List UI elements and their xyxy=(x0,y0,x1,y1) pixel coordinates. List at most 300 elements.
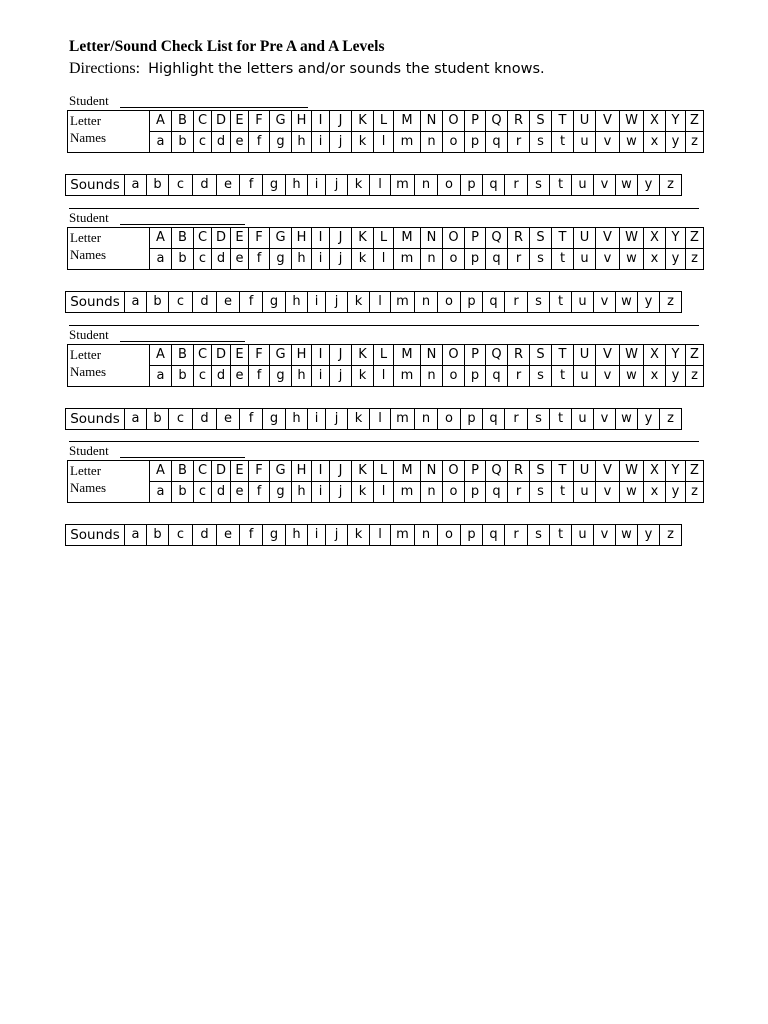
sound-cell[interactable]: s xyxy=(528,292,550,313)
sound-cell[interactable]: i xyxy=(308,292,326,313)
uppercase-letter-cell[interactable]: M xyxy=(394,111,421,132)
uppercase-letter-cell[interactable]: L xyxy=(374,228,394,249)
sound-cell[interactable]: v xyxy=(594,525,616,546)
sound-cell[interactable]: a xyxy=(125,175,147,196)
lowercase-letter-cell[interactable]: n xyxy=(421,366,443,387)
uppercase-letter-cell[interactable]: E xyxy=(231,228,249,249)
lowercase-letter-cell[interactable]: v xyxy=(596,249,620,270)
sound-cell[interactable]: u xyxy=(572,525,594,546)
uppercase-letter-cell[interactable]: F xyxy=(249,111,270,132)
lowercase-letter-cell[interactable]: f xyxy=(249,132,270,153)
sound-cell[interactable]: n xyxy=(415,175,438,196)
sound-cell[interactable]: l xyxy=(370,409,391,430)
sound-cell[interactable]: g xyxy=(263,292,286,313)
lowercase-letter-cell[interactable]: w xyxy=(620,482,644,503)
uppercase-letter-cell[interactable]: R xyxy=(508,345,530,366)
lowercase-letter-cell[interactable]: i xyxy=(312,482,330,503)
uppercase-letter-cell[interactable]: D xyxy=(212,111,231,132)
lowercase-letter-cell[interactable]: u xyxy=(574,482,596,503)
uppercase-letter-cell[interactable]: S xyxy=(530,228,552,249)
lowercase-letter-cell[interactable]: c xyxy=(194,366,212,387)
lowercase-letter-cell[interactable]: t xyxy=(552,366,574,387)
uppercase-letter-cell[interactable]: Q xyxy=(486,461,508,482)
sound-cell[interactable]: m xyxy=(391,292,415,313)
sound-cell[interactable]: v xyxy=(594,292,616,313)
sound-cell[interactable]: o xyxy=(438,292,461,313)
uppercase-letter-cell[interactable]: C xyxy=(194,111,212,132)
lowercase-letter-cell[interactable]: p xyxy=(465,249,486,270)
uppercase-letter-cell[interactable]: M xyxy=(394,345,421,366)
sound-cell[interactable]: y xyxy=(638,175,660,196)
sound-cell[interactable]: j xyxy=(326,525,348,546)
sound-cell[interactable]: m xyxy=(391,525,415,546)
lowercase-letter-cell[interactable]: l xyxy=(374,132,394,153)
sound-cell[interactable]: f xyxy=(240,409,263,430)
sound-cell[interactable]: a xyxy=(125,525,147,546)
uppercase-letter-cell[interactable]: T xyxy=(552,461,574,482)
lowercase-letter-cell[interactable]: p xyxy=(465,482,486,503)
uppercase-letter-cell[interactable]: H xyxy=(292,345,312,366)
sound-cell[interactable]: d xyxy=(193,525,217,546)
lowercase-letter-cell[interactable]: s xyxy=(530,249,552,270)
lowercase-letter-cell[interactable]: f xyxy=(249,482,270,503)
uppercase-letter-cell[interactable]: D xyxy=(212,228,231,249)
sound-cell[interactable]: o xyxy=(438,409,461,430)
uppercase-letter-cell[interactable]: J xyxy=(330,228,352,249)
sound-cell[interactable]: v xyxy=(594,409,616,430)
uppercase-letter-cell[interactable]: C xyxy=(194,461,212,482)
lowercase-letter-cell[interactable]: v xyxy=(596,132,620,153)
lowercase-letter-cell[interactable]: q xyxy=(486,132,508,153)
lowercase-letter-cell[interactable]: y xyxy=(666,249,686,270)
lowercase-letter-cell[interactable]: k xyxy=(352,249,374,270)
lowercase-letter-cell[interactable]: m xyxy=(394,366,421,387)
lowercase-letter-cell[interactable]: d xyxy=(212,366,231,387)
sound-cell[interactable]: c xyxy=(169,292,193,313)
lowercase-letter-cell[interactable]: d xyxy=(212,249,231,270)
sound-cell[interactable]: p xyxy=(461,175,483,196)
sound-cell[interactable]: g xyxy=(263,409,286,430)
sound-cell[interactable]: q xyxy=(483,525,505,546)
uppercase-letter-cell[interactable]: I xyxy=(312,345,330,366)
sound-cell[interactable]: r xyxy=(505,409,528,430)
sound-cell[interactable]: k xyxy=(348,409,370,430)
lowercase-letter-cell[interactable]: h xyxy=(292,249,312,270)
uppercase-letter-cell[interactable]: M xyxy=(394,228,421,249)
lowercase-letter-cell[interactable]: t xyxy=(552,482,574,503)
lowercase-letter-cell[interactable]: b xyxy=(172,482,194,503)
uppercase-letter-cell[interactable]: Q xyxy=(486,345,508,366)
sound-cell[interactable]: o xyxy=(438,525,461,546)
sound-cell[interactable]: s xyxy=(528,409,550,430)
uppercase-letter-cell[interactable]: K xyxy=(352,345,374,366)
sound-cell[interactable]: c xyxy=(169,409,193,430)
uppercase-letter-cell[interactable]: U xyxy=(574,228,596,249)
lowercase-letter-cell[interactable]: j xyxy=(330,132,352,153)
uppercase-letter-cell[interactable]: O xyxy=(443,461,465,482)
uppercase-letter-cell[interactable]: H xyxy=(292,461,312,482)
uppercase-letter-cell[interactable]: Y xyxy=(666,345,686,366)
sound-cell[interactable]: s xyxy=(528,525,550,546)
sound-cell[interactable]: l xyxy=(370,525,391,546)
lowercase-letter-cell[interactable]: y xyxy=(666,132,686,153)
sound-cell[interactable]: j xyxy=(326,292,348,313)
uppercase-letter-cell[interactable]: S xyxy=(530,461,552,482)
sound-cell[interactable]: a xyxy=(125,292,147,313)
sound-cell[interactable]: h xyxy=(286,175,308,196)
sound-cell[interactable]: e xyxy=(217,525,240,546)
uppercase-letter-cell[interactable]: N xyxy=(421,461,443,482)
sound-cell[interactable]: b xyxy=(147,292,169,313)
lowercase-letter-cell[interactable]: y xyxy=(666,366,686,387)
lowercase-letter-cell[interactable]: r xyxy=(508,482,530,503)
lowercase-letter-cell[interactable]: x xyxy=(644,132,666,153)
uppercase-letter-cell[interactable]: V xyxy=(596,111,620,132)
sound-cell[interactable]: q xyxy=(483,409,505,430)
lowercase-letter-cell[interactable]: b xyxy=(172,132,194,153)
sound-cell[interactable]: k xyxy=(348,525,370,546)
lowercase-letter-cell[interactable]: z xyxy=(686,366,704,387)
sound-cell[interactable]: f xyxy=(240,292,263,313)
lowercase-letter-cell[interactable]: x xyxy=(644,249,666,270)
lowercase-letter-cell[interactable]: g xyxy=(270,132,292,153)
lowercase-letter-cell[interactable]: l xyxy=(374,482,394,503)
uppercase-letter-cell[interactable]: X xyxy=(644,461,666,482)
lowercase-letter-cell[interactable]: k xyxy=(352,132,374,153)
sound-cell[interactable]: o xyxy=(438,175,461,196)
lowercase-letter-cell[interactable]: e xyxy=(231,482,249,503)
lowercase-letter-cell[interactable]: b xyxy=(172,249,194,270)
uppercase-letter-cell[interactable]: L xyxy=(374,345,394,366)
uppercase-letter-cell[interactable]: Z xyxy=(686,461,704,482)
sound-cell[interactable]: v xyxy=(594,175,616,196)
sound-cell[interactable]: m xyxy=(391,175,415,196)
uppercase-letter-cell[interactable]: Y xyxy=(666,461,686,482)
lowercase-letter-cell[interactable]: r xyxy=(508,366,530,387)
lowercase-letter-cell[interactable]: z xyxy=(686,249,704,270)
lowercase-letter-cell[interactable]: k xyxy=(352,482,374,503)
uppercase-letter-cell[interactable]: R xyxy=(508,111,530,132)
sound-cell[interactable]: k xyxy=(348,292,370,313)
sound-cell[interactable]: s xyxy=(528,175,550,196)
sound-cell[interactable]: l xyxy=(370,292,391,313)
sound-cell[interactable]: w xyxy=(616,292,638,313)
sound-cell[interactable]: b xyxy=(147,525,169,546)
sound-cell[interactable]: c xyxy=(169,525,193,546)
uppercase-letter-cell[interactable]: K xyxy=(352,461,374,482)
sound-cell[interactable]: p xyxy=(461,525,483,546)
sound-cell[interactable]: z xyxy=(660,292,682,313)
sound-cell[interactable]: h xyxy=(286,292,308,313)
lowercase-letter-cell[interactable]: c xyxy=(194,132,212,153)
uppercase-letter-cell[interactable]: X xyxy=(644,345,666,366)
lowercase-letter-cell[interactable]: v xyxy=(596,482,620,503)
uppercase-letter-cell[interactable]: U xyxy=(574,461,596,482)
sound-cell[interactable]: d xyxy=(193,292,217,313)
sound-cell[interactable]: g xyxy=(263,175,286,196)
lowercase-letter-cell[interactable]: z xyxy=(686,482,704,503)
lowercase-letter-cell[interactable]: t xyxy=(552,132,574,153)
uppercase-letter-cell[interactable]: J xyxy=(330,345,352,366)
lowercase-letter-cell[interactable]: w xyxy=(620,249,644,270)
lowercase-letter-cell[interactable]: i xyxy=(312,249,330,270)
sound-cell[interactable]: i xyxy=(308,175,326,196)
uppercase-letter-cell[interactable]: X xyxy=(644,111,666,132)
uppercase-letter-cell[interactable]: A xyxy=(150,461,172,482)
uppercase-letter-cell[interactable]: V xyxy=(596,345,620,366)
lowercase-letter-cell[interactable]: m xyxy=(394,132,421,153)
uppercase-letter-cell[interactable]: M xyxy=(394,461,421,482)
uppercase-letter-cell[interactable]: G xyxy=(270,461,292,482)
student-name-field[interactable] xyxy=(120,224,245,225)
lowercase-letter-cell[interactable]: s xyxy=(530,366,552,387)
sound-cell[interactable]: z xyxy=(660,409,682,430)
lowercase-letter-cell[interactable]: e xyxy=(231,366,249,387)
uppercase-letter-cell[interactable]: T xyxy=(552,228,574,249)
sound-cell[interactable]: e xyxy=(217,175,240,196)
uppercase-letter-cell[interactable]: J xyxy=(330,461,352,482)
sound-cell[interactable]: l xyxy=(370,175,391,196)
sound-cell[interactable]: t xyxy=(550,175,572,196)
uppercase-letter-cell[interactable]: H xyxy=(292,228,312,249)
sound-cell[interactable]: z xyxy=(660,525,682,546)
lowercase-letter-cell[interactable]: q xyxy=(486,249,508,270)
lowercase-letter-cell[interactable]: y xyxy=(666,482,686,503)
uppercase-letter-cell[interactable]: C xyxy=(194,228,212,249)
uppercase-letter-cell[interactable]: U xyxy=(574,111,596,132)
lowercase-letter-cell[interactable]: v xyxy=(596,366,620,387)
lowercase-letter-cell[interactable]: x xyxy=(644,366,666,387)
student-name-field[interactable] xyxy=(120,107,308,108)
sound-cell[interactable]: j xyxy=(326,175,348,196)
sound-cell[interactable]: a xyxy=(125,409,147,430)
uppercase-letter-cell[interactable]: G xyxy=(270,228,292,249)
lowercase-letter-cell[interactable]: e xyxy=(231,132,249,153)
uppercase-letter-cell[interactable]: P xyxy=(465,461,486,482)
lowercase-letter-cell[interactable]: i xyxy=(312,366,330,387)
uppercase-letter-cell[interactable]: P xyxy=(465,228,486,249)
lowercase-letter-cell[interactable]: l xyxy=(374,366,394,387)
lowercase-letter-cell[interactable]: w xyxy=(620,366,644,387)
sound-cell[interactable]: b xyxy=(147,409,169,430)
uppercase-letter-cell[interactable]: V xyxy=(596,461,620,482)
sound-cell[interactable]: u xyxy=(572,175,594,196)
sound-cell[interactable]: u xyxy=(572,292,594,313)
uppercase-letter-cell[interactable]: N xyxy=(421,345,443,366)
lowercase-letter-cell[interactable]: h xyxy=(292,366,312,387)
lowercase-letter-cell[interactable]: c xyxy=(194,249,212,270)
sound-cell[interactable]: w xyxy=(616,409,638,430)
uppercase-letter-cell[interactable]: B xyxy=(172,111,194,132)
lowercase-letter-cell[interactable]: a xyxy=(150,482,172,503)
lowercase-letter-cell[interactable]: x xyxy=(644,482,666,503)
lowercase-letter-cell[interactable]: a xyxy=(150,249,172,270)
sound-cell[interactable]: y xyxy=(638,292,660,313)
uppercase-letter-cell[interactable]: C xyxy=(194,345,212,366)
lowercase-letter-cell[interactable]: p xyxy=(465,366,486,387)
sound-cell[interactable]: i xyxy=(308,525,326,546)
lowercase-letter-cell[interactable]: c xyxy=(194,482,212,503)
uppercase-letter-cell[interactable]: G xyxy=(270,111,292,132)
lowercase-letter-cell[interactable]: s xyxy=(530,132,552,153)
lowercase-letter-cell[interactable]: t xyxy=(552,249,574,270)
uppercase-letter-cell[interactable]: B xyxy=(172,345,194,366)
lowercase-letter-cell[interactable]: q xyxy=(486,366,508,387)
lowercase-letter-cell[interactable]: q xyxy=(486,482,508,503)
uppercase-letter-cell[interactable]: K xyxy=(352,228,374,249)
sound-cell[interactable]: w xyxy=(616,525,638,546)
uppercase-letter-cell[interactable]: P xyxy=(465,345,486,366)
lowercase-letter-cell[interactable]: g xyxy=(270,249,292,270)
sound-cell[interactable]: w xyxy=(616,175,638,196)
uppercase-letter-cell[interactable]: Q xyxy=(486,228,508,249)
sound-cell[interactable]: f xyxy=(240,175,263,196)
uppercase-letter-cell[interactable]: O xyxy=(443,111,465,132)
lowercase-letter-cell[interactable]: r xyxy=(508,132,530,153)
lowercase-letter-cell[interactable]: m xyxy=(394,482,421,503)
uppercase-letter-cell[interactable]: Z xyxy=(686,345,704,366)
uppercase-letter-cell[interactable]: Q xyxy=(486,111,508,132)
uppercase-letter-cell[interactable]: R xyxy=(508,461,530,482)
sound-cell[interactable]: c xyxy=(169,175,193,196)
uppercase-letter-cell[interactable]: N xyxy=(421,228,443,249)
uppercase-letter-cell[interactable]: W xyxy=(620,461,644,482)
lowercase-letter-cell[interactable]: o xyxy=(443,249,465,270)
lowercase-letter-cell[interactable]: g xyxy=(270,482,292,503)
uppercase-letter-cell[interactable]: S xyxy=(530,345,552,366)
lowercase-letter-cell[interactable]: p xyxy=(465,132,486,153)
uppercase-letter-cell[interactable]: Y xyxy=(666,228,686,249)
uppercase-letter-cell[interactable]: W xyxy=(620,345,644,366)
uppercase-letter-cell[interactable]: A xyxy=(150,111,172,132)
sound-cell[interactable]: r xyxy=(505,175,528,196)
sound-cell[interactable]: d xyxy=(193,175,217,196)
lowercase-letter-cell[interactable]: b xyxy=(172,366,194,387)
sound-cell[interactable]: g xyxy=(263,525,286,546)
sound-cell[interactable]: u xyxy=(572,409,594,430)
uppercase-letter-cell[interactable]: D xyxy=(212,345,231,366)
lowercase-letter-cell[interactable]: h xyxy=(292,482,312,503)
sound-cell[interactable]: p xyxy=(461,409,483,430)
sound-cell[interactable]: d xyxy=(193,409,217,430)
lowercase-letter-cell[interactable]: a xyxy=(150,366,172,387)
uppercase-letter-cell[interactable]: R xyxy=(508,228,530,249)
sound-cell[interactable]: p xyxy=(461,292,483,313)
lowercase-letter-cell[interactable]: k xyxy=(352,366,374,387)
sound-cell[interactable]: n xyxy=(415,525,438,546)
sound-cell[interactable]: n xyxy=(415,292,438,313)
sound-cell[interactable]: h xyxy=(286,525,308,546)
lowercase-letter-cell[interactable]: e xyxy=(231,249,249,270)
uppercase-letter-cell[interactable]: O xyxy=(443,228,465,249)
sound-cell[interactable]: k xyxy=(348,175,370,196)
uppercase-letter-cell[interactable]: N xyxy=(421,111,443,132)
lowercase-letter-cell[interactable]: r xyxy=(508,249,530,270)
uppercase-letter-cell[interactable]: L xyxy=(374,111,394,132)
lowercase-letter-cell[interactable]: l xyxy=(374,249,394,270)
lowercase-letter-cell[interactable]: f xyxy=(249,249,270,270)
uppercase-letter-cell[interactable]: I xyxy=(312,461,330,482)
uppercase-letter-cell[interactable]: F xyxy=(249,461,270,482)
lowercase-letter-cell[interactable]: o xyxy=(443,366,465,387)
lowercase-letter-cell[interactable]: f xyxy=(249,366,270,387)
lowercase-letter-cell[interactable]: n xyxy=(421,249,443,270)
lowercase-letter-cell[interactable]: w xyxy=(620,132,644,153)
sound-cell[interactable]: j xyxy=(326,409,348,430)
uppercase-letter-cell[interactable]: F xyxy=(249,345,270,366)
sound-cell[interactable]: r xyxy=(505,525,528,546)
uppercase-letter-cell[interactable]: Z xyxy=(686,228,704,249)
uppercase-letter-cell[interactable]: W xyxy=(620,228,644,249)
lowercase-letter-cell[interactable]: j xyxy=(330,482,352,503)
sound-cell[interactable]: z xyxy=(660,175,682,196)
lowercase-letter-cell[interactable]: m xyxy=(394,249,421,270)
uppercase-letter-cell[interactable]: U xyxy=(574,345,596,366)
uppercase-letter-cell[interactable]: E xyxy=(231,345,249,366)
lowercase-letter-cell[interactable]: o xyxy=(443,482,465,503)
uppercase-letter-cell[interactable]: B xyxy=(172,461,194,482)
sound-cell[interactable]: h xyxy=(286,409,308,430)
uppercase-letter-cell[interactable]: D xyxy=(212,461,231,482)
sound-cell[interactable]: t xyxy=(550,525,572,546)
lowercase-letter-cell[interactable]: d xyxy=(212,482,231,503)
sound-cell[interactable]: q xyxy=(483,175,505,196)
uppercase-letter-cell[interactable]: W xyxy=(620,111,644,132)
uppercase-letter-cell[interactable]: T xyxy=(552,111,574,132)
uppercase-letter-cell[interactable]: H xyxy=(292,111,312,132)
uppercase-letter-cell[interactable]: L xyxy=(374,461,394,482)
sound-cell[interactable]: t xyxy=(550,292,572,313)
uppercase-letter-cell[interactable]: J xyxy=(330,111,352,132)
lowercase-letter-cell[interactable]: i xyxy=(312,132,330,153)
sound-cell[interactable]: e xyxy=(217,292,240,313)
lowercase-letter-cell[interactable]: j xyxy=(330,366,352,387)
student-name-field[interactable] xyxy=(120,457,245,458)
sound-cell[interactable]: i xyxy=(308,409,326,430)
uppercase-letter-cell[interactable]: P xyxy=(465,111,486,132)
sound-cell[interactable]: n xyxy=(415,409,438,430)
sound-cell[interactable]: y xyxy=(638,409,660,430)
lowercase-letter-cell[interactable]: n xyxy=(421,482,443,503)
uppercase-letter-cell[interactable]: K xyxy=(352,111,374,132)
uppercase-letter-cell[interactable]: E xyxy=(231,461,249,482)
uppercase-letter-cell[interactable]: A xyxy=(150,345,172,366)
lowercase-letter-cell[interactable]: u xyxy=(574,249,596,270)
uppercase-letter-cell[interactable]: I xyxy=(312,228,330,249)
lowercase-letter-cell[interactable]: g xyxy=(270,366,292,387)
lowercase-letter-cell[interactable]: u xyxy=(574,132,596,153)
lowercase-letter-cell[interactable]: j xyxy=(330,249,352,270)
student-name-field[interactable] xyxy=(120,341,245,342)
uppercase-letter-cell[interactable]: V xyxy=(596,228,620,249)
lowercase-letter-cell[interactable]: a xyxy=(150,132,172,153)
uppercase-letter-cell[interactable]: O xyxy=(443,345,465,366)
uppercase-letter-cell[interactable]: X xyxy=(644,228,666,249)
sound-cell[interactable]: y xyxy=(638,525,660,546)
lowercase-letter-cell[interactable]: u xyxy=(574,366,596,387)
lowercase-letter-cell[interactable]: d xyxy=(212,132,231,153)
uppercase-letter-cell[interactable]: E xyxy=(231,111,249,132)
uppercase-letter-cell[interactable]: A xyxy=(150,228,172,249)
sound-cell[interactable]: q xyxy=(483,292,505,313)
lowercase-letter-cell[interactable]: z xyxy=(686,132,704,153)
sound-cell[interactable]: r xyxy=(505,292,528,313)
sound-cell[interactable]: f xyxy=(240,525,263,546)
sound-cell[interactable]: m xyxy=(391,409,415,430)
lowercase-letter-cell[interactable]: s xyxy=(530,482,552,503)
sound-cell[interactable]: b xyxy=(147,175,169,196)
lowercase-letter-cell[interactable]: n xyxy=(421,132,443,153)
